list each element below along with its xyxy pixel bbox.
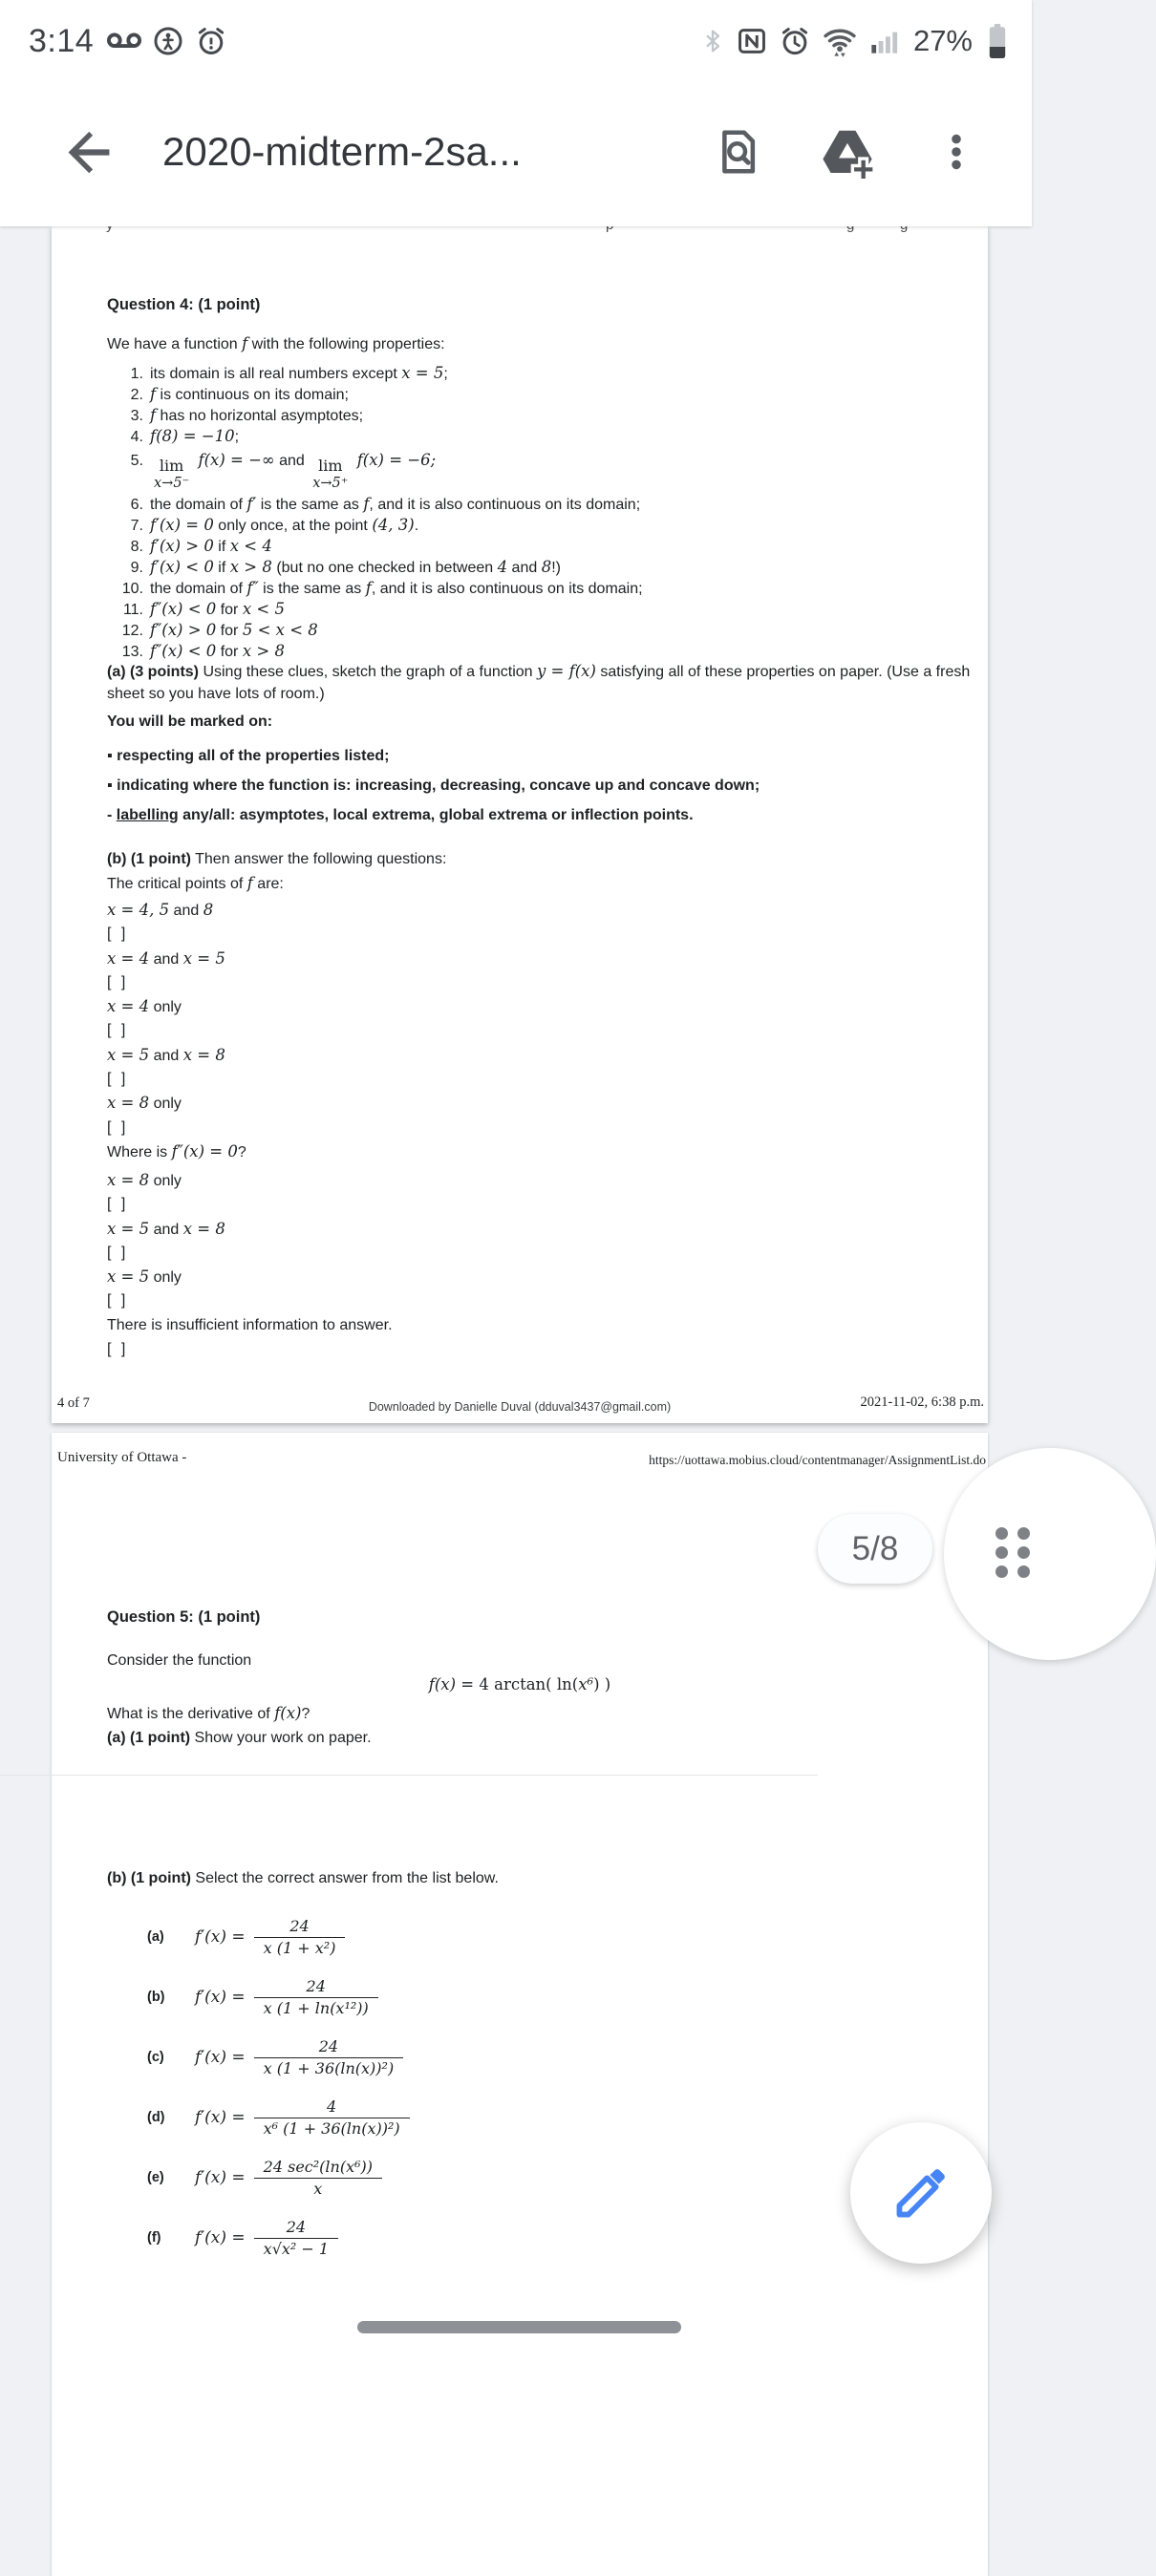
part-b-instructions: (b) (1 point) Then answer the following questions: xyxy=(107,851,447,867)
q5-part-a: (a) (1 point) Show your work on paper. xyxy=(107,1730,372,1746)
battery-icon xyxy=(986,23,1009,59)
downloaded-by-footer: Downloaded by Danielle Duval (dduval3437@gmail.com) xyxy=(368,1400,672,1414)
wifi-arrows-icon xyxy=(822,23,858,59)
answer-checkbox: [ ] xyxy=(107,1118,129,1136)
where-zero-options xyxy=(107,1168,393,1361)
answer-option-text: x = 5 only xyxy=(107,1267,182,1287)
limit-notation: lim x→5⁺ xyxy=(312,457,349,491)
status-icons-left xyxy=(107,25,227,57)
question4-intro: We have a function f with the following properties: xyxy=(107,334,445,352)
property-item: 11. f″(x) < 0 for x < 5 xyxy=(122,600,285,618)
choice-label: (d) xyxy=(147,2110,165,2125)
top-chrome xyxy=(0,0,1032,226)
page-header-url: https://uottawa.mobius.cloud/contentmanager/AssignmentList.do xyxy=(649,1453,986,1467)
page-indicator-chip xyxy=(818,1514,932,1584)
criterion-item: ▪ respecting all of the properties listed; xyxy=(107,748,390,764)
consider-line: Consider the function xyxy=(107,1652,252,1669)
property-item: 12. f″(x) > 0 for 5 < x < 8 xyxy=(121,621,318,639)
battery-percent: 27% xyxy=(912,24,973,57)
page-number-footer: 4 of 7 xyxy=(57,1395,90,1411)
answer-option-text: x = 4, 5 and 8 xyxy=(107,901,214,919)
status-bar xyxy=(0,0,1032,73)
answer-checkbox: [ ] xyxy=(107,1071,129,1088)
answer-option-text: x = 8 only xyxy=(107,1094,182,1113)
derivative-choice: (e) f′(x) = $\frac{\text{24 sec²(ln(x⁶))}}{x}$ xyxy=(52,2148,988,2208)
render-seam-line xyxy=(0,1775,818,1776)
part-a-instructions: (a) (3 points) Using these clues, sketch the graph of a function y = f(x) satisfying all of these properties on paper. (Use a fresh sheet so you have lots of room.) xyxy=(107,662,971,702)
property-item: 10. the domain of f″ is the same as f, and it is also continuous on its domain; xyxy=(121,579,643,597)
pdf-page-4 xyxy=(52,226,988,1423)
derivative-choice: (a) f′(x) = $\frac{24}{\text{x (1 + x²)}}$ xyxy=(52,1907,988,1968)
answer-option-text: x = 8 only xyxy=(107,1171,182,1189)
choice-label: (c) xyxy=(147,2050,164,2065)
choice-label: (b) xyxy=(147,1990,165,2005)
fraction: $\frac{24}{\text{x (1 + x²)}}$ xyxy=(254,1917,346,1959)
answer-choice-list xyxy=(52,1907,988,2268)
answer-option-text: x = 5 and x = 8 xyxy=(107,1045,225,1064)
add-to-drive-button[interactable] xyxy=(812,117,883,187)
clock-time: 3:14 xyxy=(29,22,95,59)
page-indicator-text: 5/8 xyxy=(851,1529,899,1567)
derivative-choice: (c) f′(x) = $\frac{24}{\text{x (1 + 36(ln(x))²)}}$ xyxy=(52,2028,988,2088)
fast-scroll-handle[interactable] xyxy=(944,1448,1156,1660)
answer-option-text: x = 4 only xyxy=(107,997,182,1016)
nfc-icon xyxy=(736,25,768,57)
function-formula: f(x) = 4 arctan( ln(x⁶) ) xyxy=(428,1675,611,1693)
answer-checkbox: [ ] xyxy=(107,1341,129,1358)
answer-checkbox: [ ] xyxy=(107,1244,129,1261)
answer-checkbox: [ ] xyxy=(107,973,129,990)
question4-heading: Question 4: (1 point) xyxy=(107,296,261,313)
critical-points-options xyxy=(107,898,225,1139)
question5-heading: Question 5: (1 point) xyxy=(107,1608,261,1626)
choice-label: (f) xyxy=(147,2230,161,2246)
property-item: 5. lim x→5⁻ f(x) = −∞ and lim x→5⁺ f(x) = −6; xyxy=(130,451,437,491)
clipped-text-fragments xyxy=(52,226,988,233)
edit-fab[interactable] xyxy=(850,2122,992,2264)
answer-checkbox: [ ] xyxy=(107,1292,129,1309)
signal-icon xyxy=(868,26,899,56)
drag-dots-icon xyxy=(995,1527,1030,1578)
derivative-question: What is the derivative of f(x)? xyxy=(107,1704,310,1722)
alarm-alert-icon xyxy=(195,25,227,57)
answer-option-text: x = 4 and x = 5 xyxy=(107,948,225,968)
pdf-scroll-area[interactable] xyxy=(0,226,1032,2350)
pdf-page-5 xyxy=(52,1433,988,2576)
property-item: 3. f has no horizontal asymptotes; xyxy=(130,406,364,424)
marking-criteria-list xyxy=(107,741,760,830)
answer-option-text: x = 5 and x = 8 xyxy=(107,1219,225,1238)
app-bar xyxy=(0,73,1032,222)
derivative-choice: (f) f′(x) = $\frac{24}{\text{x√x² − 1}}$ xyxy=(52,2208,988,2268)
where-zero-question: Where is f″(x) = 0? xyxy=(107,1142,246,1160)
timestamp-footer: 2021-11-02, 6:38 p.m. xyxy=(860,1394,984,1410)
choice-label: (a) xyxy=(147,1929,164,1945)
property-item: 13. f″(x) < 0 for x > 8 xyxy=(121,642,285,660)
property-item: 4. f(8) = −10; xyxy=(130,427,240,445)
document-title: 2020-midterm-2sa... xyxy=(162,129,522,174)
voicemail-icon xyxy=(107,29,141,53)
criterion-item: ▪ indicating where the function is: increasing, decreasing, concave up and concave down; xyxy=(107,777,760,794)
property-item: 2. f is continuous on its domain; xyxy=(130,385,349,403)
choice-label: (e) xyxy=(147,2170,164,2185)
fraction: $\frac{4}{\text{x⁶ (1 + 36(ln(x))²)}}$ xyxy=(254,2097,410,2140)
fraction: $\frac{24}{\text{x (1 + 36(ln(x))²)}}$ xyxy=(254,2037,404,2079)
critical-points-question: The critical points of f are: xyxy=(107,874,284,892)
derivative-choice: (d) f′(x) = $\frac{4}{\text{x⁶ (1 + 36(ln(x))²)}}$ xyxy=(52,2088,988,2148)
alarm-icon xyxy=(779,25,811,57)
page-header-left: University of Ottawa - xyxy=(57,1450,187,1465)
property-item: 8. f′(x) > 0 if x < 4 xyxy=(130,537,272,555)
answer-option-text: There is insufficient information to answer. xyxy=(107,1316,393,1333)
property-item: 7. f′(x) = 0 only once, at the point (4, 3). xyxy=(130,516,419,534)
derivative-choice: (b) f′(x) = $\frac{24}{\text{x (1 + ln(x¹²))}}$ xyxy=(52,1968,988,2028)
answer-checkbox: [ ] xyxy=(107,926,129,943)
property-list xyxy=(107,363,643,662)
wellbeing-icon xyxy=(152,25,184,57)
fraction: $\frac{24}{\text{x√x² − 1}}$ xyxy=(254,2218,338,2260)
find-in-document-button[interactable] xyxy=(703,117,774,187)
property-item: 9. f′(x) < 0 if x > 8 (but no one checked in between 4 and 8!) xyxy=(130,558,561,576)
status-icons-right xyxy=(700,23,1009,59)
criterion-item: - labelling any/all: asymptotes, local extrema, global extrema or inflection points. xyxy=(107,807,694,823)
bluetooth-icon xyxy=(700,25,725,57)
limit-notation: lim x→5⁻ xyxy=(154,457,190,491)
q5-part-b: (b) (1 point) Select the correct answer from the list below. xyxy=(107,1870,499,1886)
more-options-button[interactable] xyxy=(921,117,992,187)
answer-checkbox: [ ] xyxy=(107,1022,129,1039)
gesture-navigation-bar[interactable] xyxy=(357,2321,681,2333)
marked-on-line: You will be marked on: xyxy=(107,713,273,730)
back-button[interactable] xyxy=(55,118,122,185)
property-item: 6. the domain of f′ is the same as f, and it is also continuous on its domain; xyxy=(130,495,641,513)
property-item: 1. its domain is all real numbers except x = 5; xyxy=(130,364,448,382)
answer-checkbox: [ ] xyxy=(107,1196,129,1213)
fraction: $\frac{24}{\text{x (1 + ln(x¹²))}}$ xyxy=(254,1977,378,2019)
fraction: $\frac{\text{24 sec²(ln(x⁶))}}{x}$ xyxy=(254,2158,382,2200)
pencil-icon xyxy=(889,2161,953,2225)
